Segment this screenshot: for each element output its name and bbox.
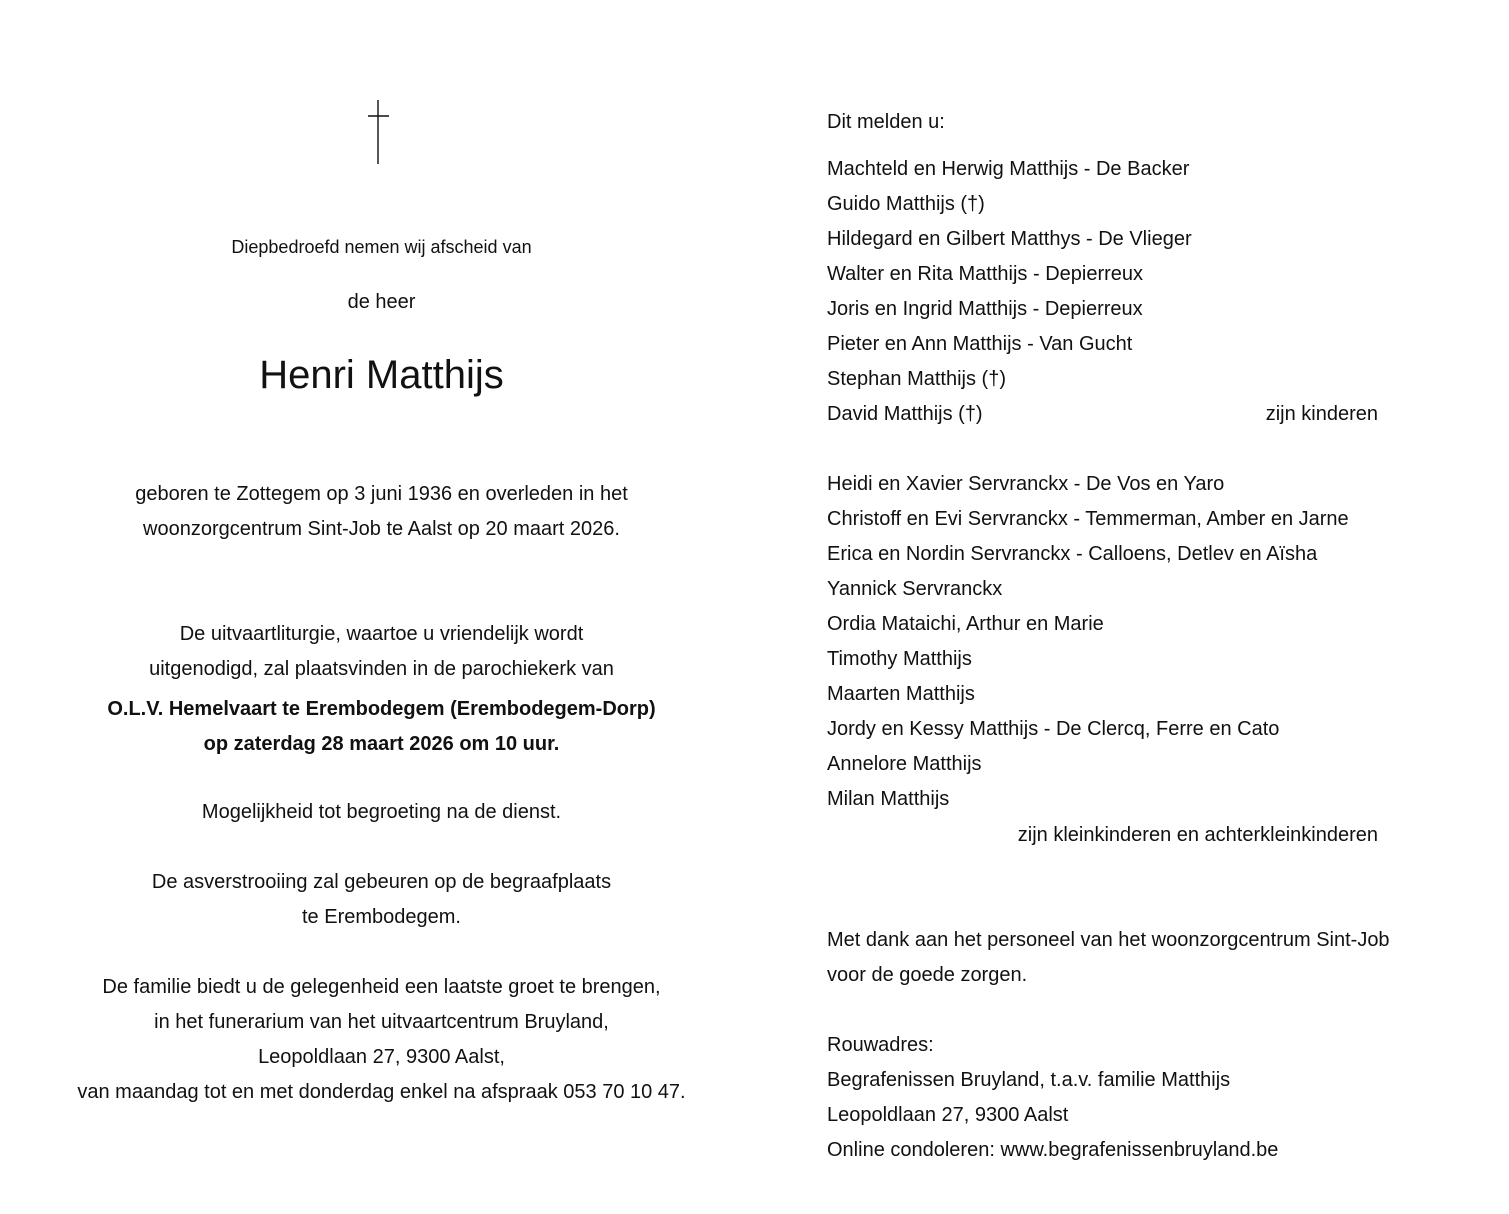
family-line-2: in het funerarium van het uitvaartcentrum Bruyland, (154, 1011, 609, 1033)
child-item: Hildegard en Gilbert Matthys - De Vlieger (827, 228, 1192, 250)
grandchild-item: Annelore Matthijs (827, 753, 982, 775)
family-line-1: De familie biedt u de gelegenheid een laatste groet te brengen, (102, 976, 661, 998)
announcement-heading: Dit melden u: (827, 111, 945, 133)
thanks-line-2: voor de goede zorgen. (827, 964, 1028, 986)
grandchild-item: Milan Matthijs (827, 788, 950, 810)
liturgy-line-2: uitgenodigd, zal plaatsvinden in de parochiekerk van (149, 658, 614, 680)
grandchild-item: Yannick Servranckx (827, 578, 1003, 600)
address-heading: Rouwadres: (827, 1034, 934, 1056)
birth-line-1: geboren te Zottegem op 3 juni 1936 en overleden in het (135, 483, 628, 505)
ashes-line-1: De asverstrooiing zal gebeuren op de begraafplaats (151, 871, 612, 893)
intro-text: Diepbedroefd nemen wij afscheid van (231, 237, 532, 257)
grandchildren-label: zijn kleinkinderen en achterkleinkinderen (1017, 824, 1378, 846)
family-line-3: Leopoldlaan 27, 9300 Aalst, (258, 1046, 505, 1068)
grandchild-item: Erica en Nordin Servranckx - Calloens, Detlev en Aïsha (827, 543, 1318, 565)
grandchild-item: Christoff en Evi Servranckx - Temmerman, Amber en Jarne (827, 508, 1349, 530)
grandchild-item: Jordy en Kessy Matthijs - De Clercq, Ferre en Cato (827, 718, 1280, 740)
right-panel (827, 0, 1447, 1214)
church-line: O.L.V. Hemelvaart te Erembodegem (Erembodegem-Dorp) (107, 698, 656, 720)
grandchild-item: Maarten Matthijs (827, 683, 975, 705)
liturgy-line-1: De uitvaartliturgie, waartoe u vriendelijk wordt (179, 623, 584, 645)
child-item: Joris en Ingrid Matthijs - Depierreux (827, 298, 1143, 320)
grandchild-item: Timothy Matthijs (827, 648, 972, 670)
grandchild-item: Heidi en Xavier Servranckx - De Vos en Yaro (827, 473, 1225, 495)
child-item: Guido Matthijs (†) (827, 193, 985, 215)
title-text: de heer (347, 291, 416, 313)
thanks-line-1: Met dank aan het personeel van het woonzorgcentrum Sint-Job (827, 929, 1390, 951)
deceased-name: Henri Matthijs (259, 353, 504, 397)
address-line-3: Online condoleren: www.begrafenissenbruyland.be (827, 1139, 1279, 1161)
cross-icon (367, 100, 391, 164)
address-line-2: Leopoldlaan 27, 9300 Aalst (827, 1104, 1069, 1126)
child-item: Stephan Matthijs (†) (827, 368, 1006, 390)
children-label: zijn kinderen (1265, 403, 1378, 425)
address-line-1: Begrafenissen Bruyland, t.a.v. familie Matthijs (827, 1069, 1231, 1091)
family-line-4: van maandag tot en met donderdag enkel na afspraak 053 70 10 47. (77, 1081, 686, 1103)
child-item: David Matthijs (†) (827, 403, 983, 425)
greeting-line: Mogelijkheid tot begroeting na de dienst. (201, 801, 562, 823)
date-line: op zaterdag 28 maart 2026 om 10 uur. (203, 733, 560, 755)
birth-line-2: woonzorgcentrum Sint-Job te Aalst op 20 maart 2026. (143, 518, 620, 540)
ashes-line-2: te Erembodegem. (302, 906, 461, 928)
child-item: Machteld en Herwig Matthijs - De Backer (827, 158, 1190, 180)
child-item: Pieter en Ann Matthijs - Van Gucht (827, 333, 1133, 355)
child-item: Walter en Rita Matthijs - Depierreux (827, 263, 1144, 285)
grandchild-item: Ordia Mataichi, Arthur en Marie (827, 613, 1104, 635)
